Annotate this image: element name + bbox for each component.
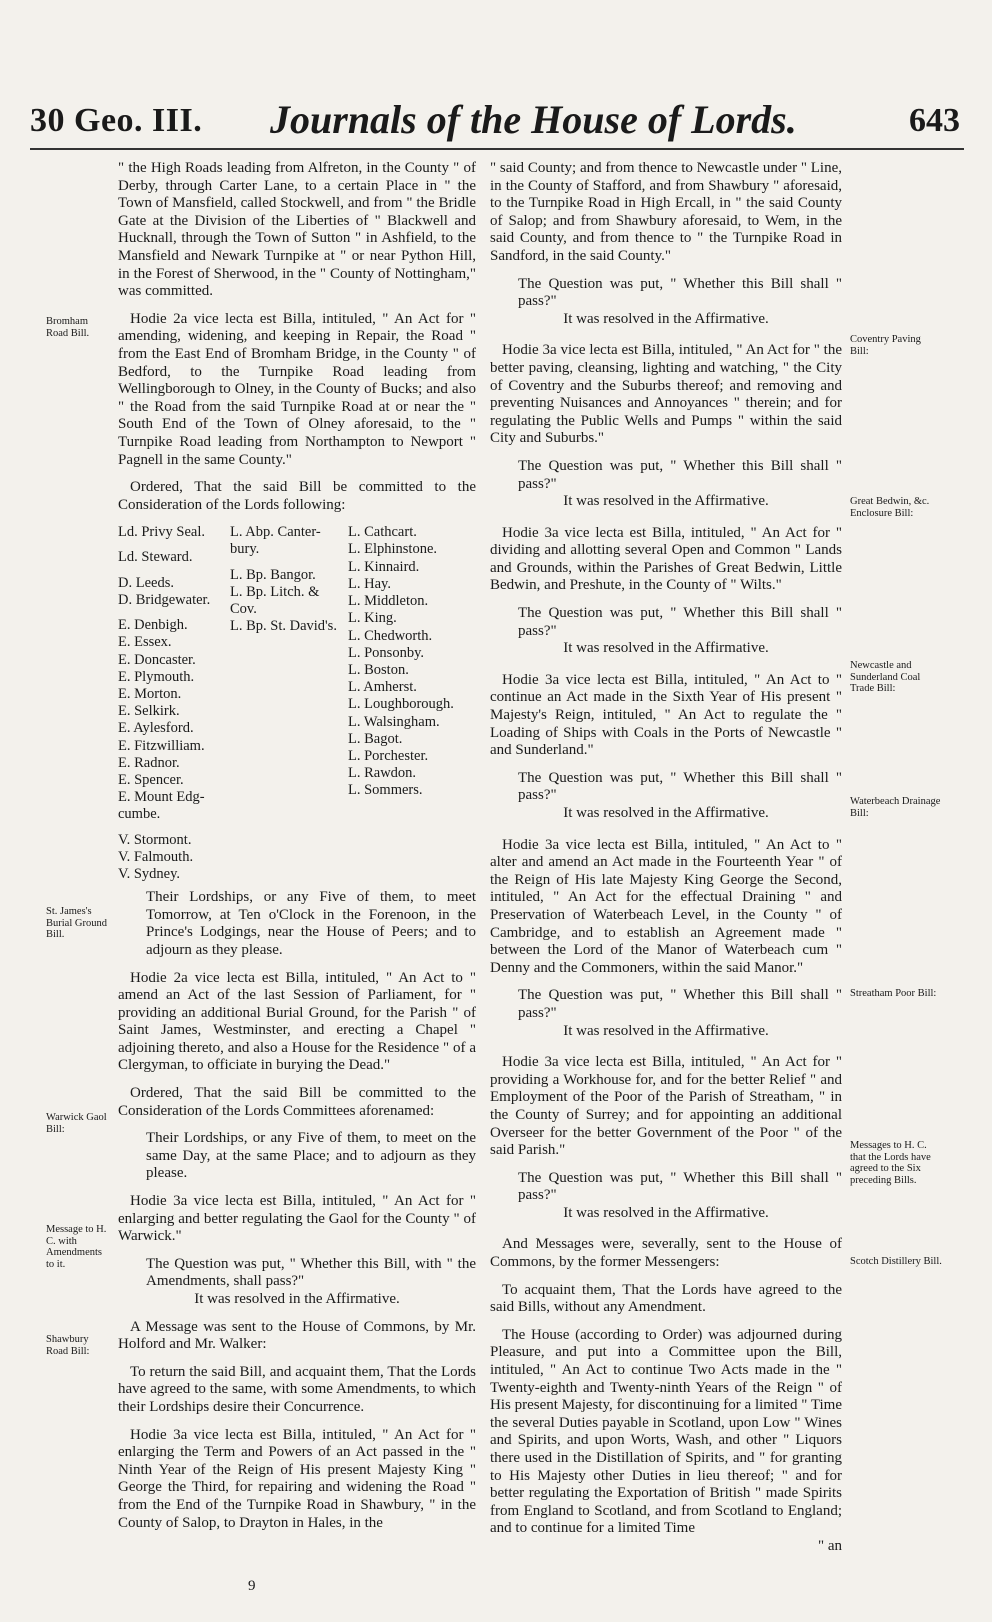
lord-entry: E. Aylesford. bbox=[118, 720, 194, 737]
lord-entry: E. Essex. bbox=[118, 634, 172, 651]
lord-entry: L. Ponsonby. bbox=[348, 644, 424, 661]
lord-entry: L. Sommers. bbox=[348, 782, 423, 799]
margin-note-message: Message to H. C. with Amendments to it. bbox=[46, 1224, 107, 1270]
paragraph: To acquaint them, That the Lords have agreed to the said Bills, without any Amendment. bbox=[490, 1281, 842, 1316]
lord-entry: Ld. Privy Seal. bbox=[118, 524, 205, 541]
lord-entry: L. Walsingham. bbox=[348, 713, 440, 730]
margin-note-waterbeach: Waterbeach Drainage Bill: bbox=[850, 796, 941, 819]
margin-note-great-bedwin: Great Bedwin, &c. Enclosure Bill: bbox=[850, 496, 930, 519]
resolution: It was resolved in the Affirmative. bbox=[563, 805, 769, 821]
lords-list bbox=[118, 524, 476, 883]
lord-entry: E. Selkirk. bbox=[118, 703, 180, 720]
lord-entry: Ld. Steward. bbox=[118, 549, 193, 566]
lord-entry: Cov. bbox=[230, 601, 257, 618]
paragraph: Hodie 3a vice lecta est Billa, intituled, " An Act for " the better paving, cleansing, lighting and watching, " the City of Coventry and the Suburbs thereof; and removing and preventing Nuisances and Annoyances " therein; and for regulating the Public Wells and Pumps " within the said City and Suburbs." bbox=[490, 342, 842, 447]
paragraph: Their Lordships, or any Five of them, to meet Tomorrow, at Ten o'Clock in the Forenoon, in the Prince's Lodgings, near the House of Peers; and to adjourn as they please. bbox=[146, 889, 476, 958]
header-rule bbox=[30, 148, 964, 150]
lord-entry: E. Mount Edg- bbox=[118, 789, 205, 806]
margin-note-streatham: Streatham Poor Bill: bbox=[850, 988, 937, 999]
lord-entry: E. Plymouth. bbox=[118, 668, 195, 685]
lord-entry: bury. bbox=[230, 541, 260, 558]
lord-entry: L. King. bbox=[348, 610, 397, 627]
signature-mark: 9 bbox=[248, 1578, 256, 1594]
question: The Question was put, " Whether this Bill shall " pass?" bbox=[518, 457, 842, 492]
paragraph: Hodie 3a vice lecta est Billa, intituled, " An Act for " enlarging the Term and Powers of an Act passed in the " Ninth Year of the Reign of His present Majesty King " George the Third, for repairing and widening the Road " from the End of the Turnpike Road in Shawbury, " in the County of Salop, to Drayton in Hales, in the bbox=[118, 1426, 476, 1531]
lord-entry: L. Rawdon. bbox=[348, 765, 417, 782]
lord-entry: V. Stormont. bbox=[118, 831, 192, 848]
lord-entry: E. Fitzwilliam. bbox=[118, 737, 205, 754]
margin-note-bromham: Bromham Road Bill. bbox=[46, 316, 90, 339]
page-number: 643 bbox=[909, 102, 960, 139]
paragraph: Hodie 3a vice lecta est Billa, intituled, " An Act for " dividing and allotting several Open and Common " Lands and Grounds, within the Parishes of Great Bedwin, Little Bedwin, and Preshute, in the County of " Wilts." bbox=[490, 524, 842, 594]
lord-entry bbox=[118, 567, 230, 575]
question: The Question was put, " Whether this Bill shall " pass?" bbox=[518, 1169, 842, 1204]
regnal-year: 30 Geo. III. bbox=[30, 102, 203, 139]
paragraph: Hodie 2a vice lecta est Billa, intituled, " An Act to " amend an Act of the last Session of Parliament, for " providing an additional Burial Ground, for the Parish " of Saint James, Westminster, and erecting a Chapel " adjoining thereto, and also a House for the Residence " of a Clergyman, to officiate in burying the Dead." bbox=[118, 969, 476, 1074]
question: The Question was put, " Whether this Bill shall " pass?" bbox=[518, 605, 842, 639]
lord-entry: L. Bp. Bangor. bbox=[230, 566, 316, 583]
paragraph: Their Lordships, or any Five of them, to meet on the same Day, at the same Place; and to adjourn as they please. bbox=[146, 1130, 476, 1182]
resolution: It was resolved in the Affirmative. bbox=[563, 1204, 769, 1221]
resolution: It was resolved in the Affirmative. bbox=[563, 310, 769, 327]
column-left bbox=[118, 160, 476, 1542]
lord-entry bbox=[118, 609, 230, 617]
paragraph: And Messages were, severally, sent to the House of Commons, by the former Messengers: bbox=[490, 1236, 842, 1271]
lord-entry: E. Radnor. bbox=[118, 754, 180, 771]
lords-column-2 bbox=[230, 524, 348, 883]
journal-title: Journals of the House of Lords. bbox=[270, 97, 797, 142]
lord-entry: L. Bagot. bbox=[348, 730, 403, 747]
margin-note-newcastle: Newcastle and Sunderland Coal Trade Bill: bbox=[850, 660, 921, 694]
resolution: It was resolved in the Affirmative. bbox=[563, 640, 769, 657]
lord-entry: E. Morton. bbox=[118, 685, 182, 702]
paragraph: Hodie 3a vice lecta est Billa, intituled, " An Act for " providing a Workhouse for, and for the better Relief " and Employment of the Poor of the Parish of Streatham, " in the County of Surrey; and for appointing an additional Overseer for the better Government of the Poor " of the said Parish." bbox=[490, 1054, 842, 1159]
lord-entry: E. Doncaster. bbox=[118, 651, 196, 668]
lord-entry: D. Leeds. bbox=[118, 574, 174, 591]
resolution: It was resolved in the Affirmative. bbox=[563, 1022, 769, 1039]
paragraph: Hodie 3a vice lecta est Billa, intituled, " An Act for " enlarging and better regulating the Gaol for the County " of Warwick." bbox=[118, 1193, 476, 1245]
lord-entry: D. Bridgewater. bbox=[118, 591, 211, 608]
margin-note-messages: Messages to H. C. that the Lords have agreed to the Six preceding Bills. bbox=[850, 1140, 931, 1186]
lord-entry: V. Sydney. bbox=[118, 865, 181, 882]
paragraph: The House (according to Order) was adjourned during Pleasure, and put into a Committee upon the Bill, intituled, " An Act to continue Two Acts made in the " Twenty-eighth and Twenty-ninth Years of the Reign " of His present Majesty, for discontinuing for a limited " Time the several Duties payable in Scotland, upon Low " Wines and Spirits, and upon Worts, Wash, and other " Liquors there used in the Distillation of Spirits, and " for granting to His Majesty other Duties in lieu thereof; " and for better regulating the Exportation of British " made Spirits from England to Scotland, and from Scotland to England; and to continue for a limited Time bbox=[490, 1326, 842, 1537]
paragraph: To return the said Bill, and acquaint them, That the Lords have agreed to the same, with some Amendments, to which their Lordships desire their Concurrence. bbox=[118, 1363, 476, 1415]
lord-entry: V. Falmouth. bbox=[118, 848, 194, 865]
lord-entry bbox=[118, 541, 230, 549]
paragraph: " said County; and from thence to Newcastle under " Line, in the County of Stafford, and from Shawbury " aforesaid, to the Turnpike Road in High Ercall, in " the said County of Salop; and from Shawbury aforesaid, to Wem, in the said County, and from thence to " the Turnpike Road in Sandford, in the said County." bbox=[490, 160, 842, 264]
paragraph: Hodie 2a vice lecta est Billa, intituled, " An Act for " amending, widening, and keeping in Repair, the Road " from the East End of Bromham Bridge, in the County " of Bedford, to the Turnpike Road leading from Wellingborough to Olney, in the County of Bucks; and also " the Road from the said Turnpike Road at or near the " South End of the Town of Olney aforesaid, to the " Turnpike Road leading from Northampton to Newport " Pagnell in the same County." bbox=[118, 310, 476, 468]
margin-note-warwick: Warwick Gaol Bill: bbox=[46, 1112, 107, 1135]
margin-note-st-james: St. James's Burial Ground Bill. bbox=[46, 906, 107, 940]
lords-column-3 bbox=[348, 524, 476, 883]
lord-entry: L. Amherst. bbox=[348, 679, 417, 696]
lord-entry: cumbe. bbox=[118, 806, 161, 823]
lord-entry: L. Elphinstone. bbox=[348, 541, 438, 558]
lord-entry: L. Bp. Litch. & bbox=[230, 583, 320, 600]
catchword: " an bbox=[817, 1537, 842, 1554]
margin-note-scotch: Scotch Distillery Bill. bbox=[850, 1256, 942, 1267]
lord-entry: L. Bp. St. David's. bbox=[230, 618, 337, 635]
lord-entry: L. Hay. bbox=[348, 575, 391, 592]
margin-note-shawbury: Shawbury Road Bill: bbox=[46, 1334, 90, 1357]
paragraph: Hodie 3a vice lecta est Billa, intituled, " An Act to " alter and amend an Act made in the Fourteenth Year " of the Reign of His late Majesty King George the Second, intituled, " An Act for the effectual Draining " and Preservation of Waterbeach Level, in the County " of Cambridge, and to establish an Agreement made " between the Lord of the Manor of Waterbeach cum " Denny and the Commoners, within the said Manor." bbox=[490, 836, 842, 976]
lord-entry: L. Abp. Canter- bbox=[230, 524, 321, 541]
resolution: It was resolved in the Affirmative. bbox=[194, 1291, 400, 1308]
paragraph: Ordered, That the said Bill be committed to the Consideration of the Lords Committees aforenamed: bbox=[118, 1085, 476, 1119]
margin-note-coventry: Coventry Paving Bill: bbox=[850, 334, 921, 357]
lord-entry: L. Porchester. bbox=[348, 747, 429, 764]
paragraph: Hodie 3a vice lecta est Billa, intituled, " An Act to " continue an Act made in the Sixth Year of His present " Majesty's Reign, intituled, " An Act to regulate the " Loading of Ships with Coals in the Ports of Newcastle " and Sunderland." bbox=[490, 671, 842, 759]
lord-entry: E. Denbigh. bbox=[118, 617, 188, 634]
lord-entry: E. Spencer. bbox=[118, 771, 184, 788]
resolution: It was resolved in the Affirmative. bbox=[563, 493, 769, 510]
lord-entry: L. Middleton. bbox=[348, 593, 429, 610]
paragraph: " the High Roads leading from Alfreton, in the County " of Derby, through Carter Lane, to a certain Place in " the Town of Mansfield, called Stockwell, and from " the Bridle Gate at the Division of the Liberties of " Blackwell and Hucknall, through the Town of Sutton " in Ashfield, to the Mansfield and Newark Turnpike at " or near Python Hill, in the Forest of Sherwood, in the " County of Nottingham," was committed. bbox=[118, 160, 476, 300]
lord-entry: L. Loughborough. bbox=[348, 696, 454, 713]
lord-entry: L. Boston. bbox=[348, 661, 409, 678]
column-right bbox=[490, 160, 842, 1556]
paragraph: A Message was sent to the House of Commons, by Mr. Holford and Mr. Walker: bbox=[118, 1318, 476, 1353]
question: The Question was put, " Whether this Bill shall " pass?" bbox=[518, 987, 842, 1021]
question: The Question was put, " Whether this Bill shall " pass?" bbox=[518, 769, 842, 804]
lord-entry: L. Kinnaird. bbox=[348, 558, 420, 575]
lord-entry bbox=[118, 824, 230, 832]
lord-entry bbox=[230, 559, 348, 567]
lord-entry: L. Cathcart. bbox=[348, 524, 417, 541]
question: The Question was put, " Whether this Bill shall " pass?" bbox=[518, 275, 842, 310]
question: The Question was put, " Whether this Bill, with " the Amendments, shall pass?" bbox=[146, 1255, 476, 1290]
lords-column-1 bbox=[118, 524, 230, 883]
page-header bbox=[30, 88, 964, 148]
lord-entry: L. Chedworth. bbox=[348, 627, 433, 644]
paragraph: Ordered, That the said Bill be committed to the Consideration of the Lords following: bbox=[118, 479, 476, 513]
